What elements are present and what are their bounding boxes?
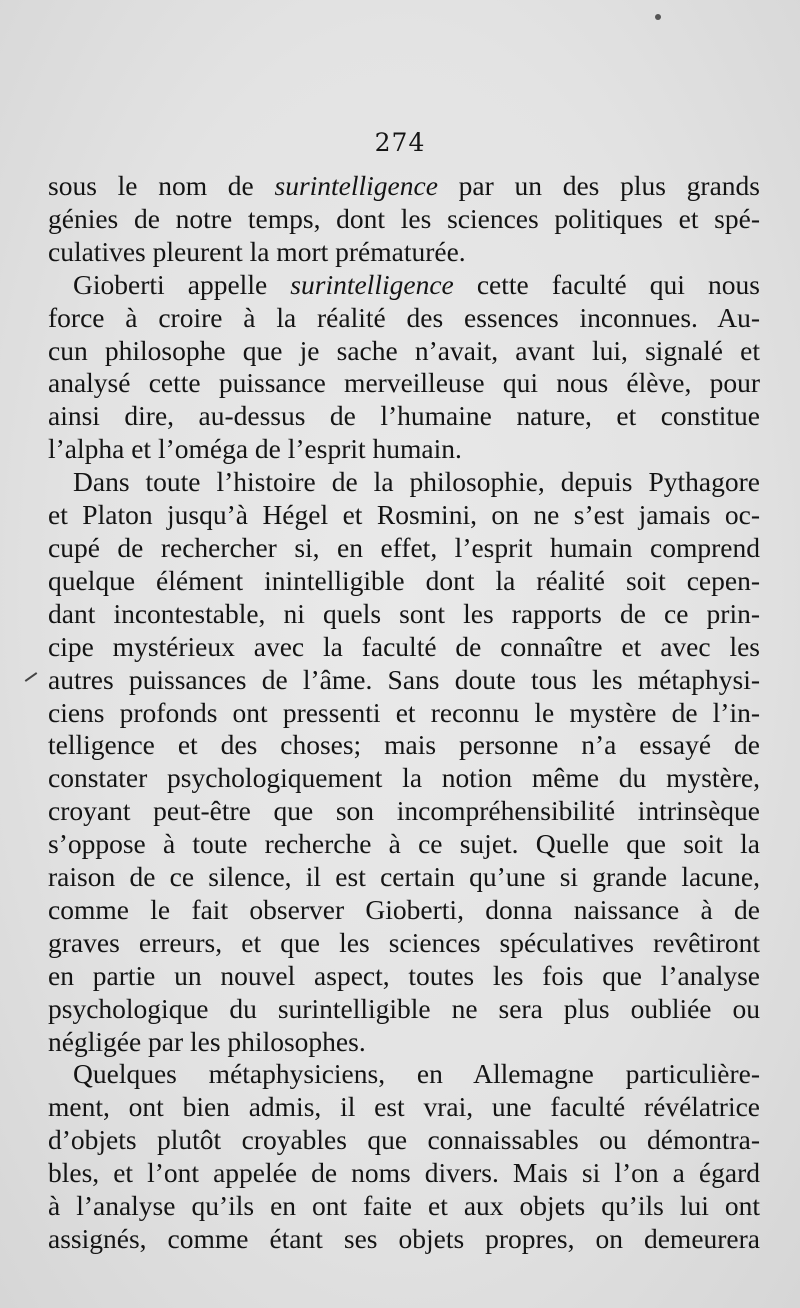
- line-text: dant incontestable, ni quels sont les rapports de ce prin-: [48, 597, 760, 629]
- text-line: [48, 927, 760, 960]
- line-text: constater psychologiquement la notion même du mystère,: [48, 762, 760, 794]
- text-line: [48, 828, 760, 861]
- line-text: s’oppose à toute recherche à ce sujet. Quelle que soit la: [48, 828, 760, 860]
- line-text: psychologique du surintelligible ne sera plus oubliée ou: [48, 992, 760, 1024]
- text-line: [48, 993, 760, 1026]
- text-line: [48, 466, 760, 499]
- text-line: [48, 565, 760, 598]
- text-line: [48, 367, 760, 400]
- text-line: [48, 433, 760, 466]
- line-text: croyant peut-être que son incompréhensibilité intrinsèque: [48, 795, 760, 827]
- line-text: ment, ont bien admis, il est vrai, une faculté révélatrice: [48, 1091, 760, 1123]
- text-line: [48, 499, 760, 532]
- text-line: [48, 598, 760, 631]
- text-line: [48, 335, 760, 368]
- line-text: l’alpha et l’oméga de l’esprit humain.: [48, 433, 462, 465]
- text-line: [48, 1157, 760, 1190]
- page-number: 274: [374, 128, 426, 157]
- text-line: [48, 960, 760, 993]
- line-text: culatives pleurent la mort prématurée.: [48, 235, 466, 267]
- italic-term: surintelligence: [274, 170, 438, 201]
- margin-mark: [25, 672, 38, 682]
- ink-speck: [655, 14, 661, 20]
- line-text: comme le fait observer Gioberti, donna naissance à de: [48, 893, 760, 925]
- text-line: [48, 664, 760, 697]
- line-text: cupé de rechercher si, en effet, l’esprit humain comprend: [48, 531, 760, 563]
- line-text: force à croire à la réalité des essences inconnues. Au-: [48, 301, 760, 333]
- line-text: analysé cette puissance merveilleuse qui nous élève, pour: [48, 367, 760, 399]
- line-text: d’objets plutôt croyables que connaissables ou démontra-: [48, 1124, 760, 1156]
- text-line: [48, 532, 760, 565]
- line-text: et Platon jusqu’à Hégel et Rosmini, on ne s’est jamais oc-: [48, 499, 760, 531]
- line-text-after: cette faculté qui nous: [453, 268, 761, 300]
- line-text: ciens profonds ont pressenti et reconnu le mystère de l’in-: [48, 696, 760, 728]
- line-text: quelque élément inintelligible dont la réalité soit cepen-: [48, 564, 760, 596]
- text-line: [48, 1026, 760, 1059]
- line-text: en partie un nouvel aspect, toutes les fois que l’analyse: [48, 959, 760, 991]
- line-text: Dans toute l’histoire de la philosophie, depuis Pythagore: [73, 466, 760, 498]
- line-text: sous le nom de: [48, 170, 275, 201]
- line-text: autres puissances de l’âme. Sans doute tous les métaphysi-: [48, 663, 760, 695]
- text-line: [48, 1058, 760, 1091]
- text-line: [48, 236, 760, 269]
- line-text: telligence et des choses; mais personne n’a essayé de: [48, 729, 760, 761]
- text-line: [48, 170, 760, 203]
- line-text: négligée par les philosophes.: [48, 1025, 366, 1057]
- line-text: ainsi dire, au-dessus de l’humaine nature, et constitue: [48, 400, 760, 432]
- line-text: Quelques métaphysiciens, en Allemagne particulière-: [73, 1058, 760, 1090]
- text-line: [48, 1091, 760, 1124]
- text-line: [48, 1190, 760, 1223]
- text-line: [48, 762, 760, 795]
- line-text: assignés, comme étant ses objets propres, on demeurera: [48, 1223, 760, 1254]
- text-line: [48, 697, 760, 730]
- text-line: [48, 1223, 760, 1256]
- text-line: [48, 894, 760, 927]
- italic-term: surintelligence: [290, 268, 454, 300]
- text-line: [48, 269, 760, 302]
- line-text: cun philosophe que je sache n’avait, avant lui, signalé et: [48, 334, 760, 366]
- body-text: [48, 170, 760, 1256]
- line-text: cipe mystérieux avec la faculté de connaître et avec les: [48, 630, 760, 662]
- line-text: Gioberti appelle: [73, 268, 291, 300]
- line-text: à l’analyse qu’ils en ont faite et aux objets qu’ils lui ont: [48, 1190, 760, 1222]
- text-line: [48, 861, 760, 894]
- text-line: [48, 1124, 760, 1157]
- text-line: [48, 400, 760, 433]
- line-text: bles, et l’ont appelée de noms divers. Mais si l’on a égard: [48, 1157, 760, 1189]
- text-line: [48, 729, 760, 762]
- line-text-after: par un des plus grands: [437, 170, 760, 201]
- text-line: [48, 795, 760, 828]
- text-line: [48, 631, 760, 664]
- line-text: graves erreurs, et que les sciences spéculatives revêtiront: [48, 926, 760, 958]
- line-text: génies de notre temps, dont les sciences politiques et spé-: [48, 202, 760, 234]
- text-line: [48, 203, 760, 236]
- text-line: [48, 302, 760, 335]
- line-text: raison de ce silence, il est certain qu’une si grande lacune,: [48, 861, 760, 893]
